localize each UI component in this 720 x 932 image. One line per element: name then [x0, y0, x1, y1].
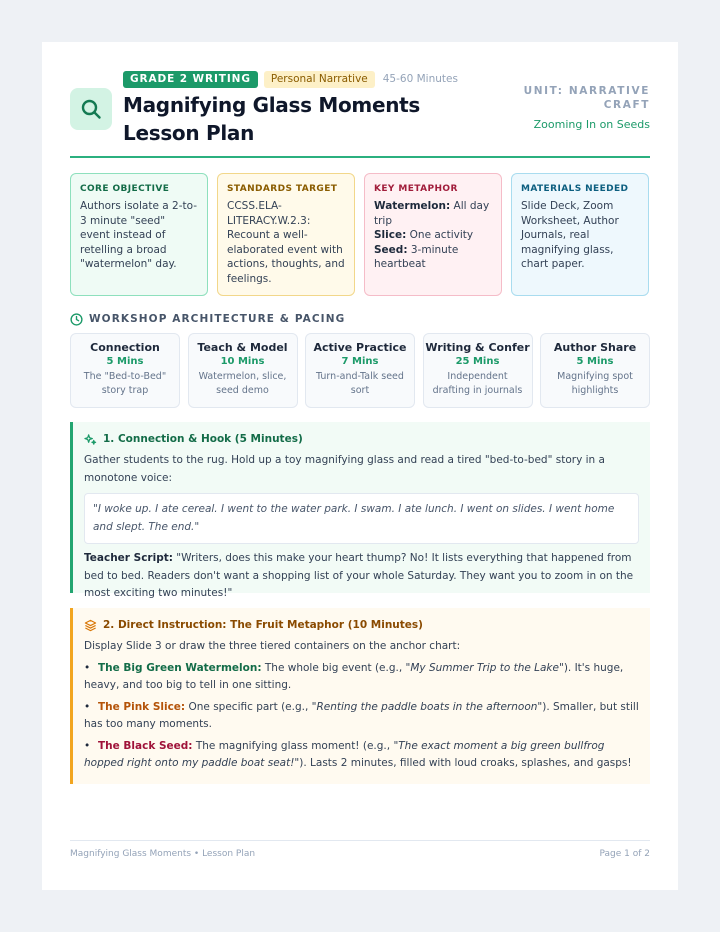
- layers-icon: [84, 619, 97, 632]
- item-text: ). It's huge, heavy, and too big to tell in one sitting.: [84, 661, 624, 691]
- metaphor-text: One activity: [409, 229, 474, 242]
- pacing-step-minutes: 7 Mins: [341, 356, 379, 367]
- item-text: ). Smaller, but still has too many moments.: [84, 700, 639, 730]
- card-heading: MATERIALS NEEDED: [521, 184, 629, 194]
- pacing-timeline: [70, 333, 650, 408]
- card-materials-needed: [511, 173, 649, 296]
- section-direct-instruction: [70, 608, 650, 784]
- item-example: "The exact moment a big green bullfrog hopped right onto my paddle boat seat!": [84, 739, 605, 769]
- genre-tag: Personal Narrative: [264, 71, 375, 88]
- page-content: [70, 70, 650, 784]
- metaphor-slice: [374, 228, 492, 243]
- page-header: [70, 70, 650, 158]
- section-title-text: 2. Direct Instruction: The Fruit Metaphor (10 Minutes): [103, 619, 423, 631]
- footer-title: Magnifying Glass Moments • Lesson Plan: [70, 849, 256, 859]
- list-item: • The Pink Slice: One specific part (e.g., "Renting the paddle boats in the afternoon"). Smaller, but still has too many moments.: [84, 700, 639, 730]
- unit-label: UNIT: NARRATIVE CRAFT: [523, 85, 650, 111]
- item-text: One specific part (e.g.,: [185, 700, 312, 713]
- metaphor-watermelon: [374, 199, 492, 228]
- teacher-script: [84, 550, 639, 603]
- page-title: Magnifying Glass Moments Lesson Plan: [123, 93, 421, 145]
- card-core-objective: [70, 173, 208, 296]
- metaphor-label: Seed:: [374, 243, 408, 256]
- grade-tag: GRADE 2 WRITING: [123, 71, 258, 88]
- pacing-step-title: Writing & Confer: [425, 341, 530, 354]
- card-key-metaphor: [364, 173, 502, 296]
- item-label: The Black Seed:: [98, 739, 193, 752]
- pacing-step-minutes: 25 Mins: [455, 356, 500, 367]
- pacing-section-header: [70, 311, 650, 327]
- section-title: [84, 618, 639, 632]
- unit-subtitle: Zooming In on Seeds: [533, 118, 650, 131]
- card-heading: STANDARDS TARGET: [227, 184, 338, 194]
- item-text: The magnifying glass moment! (e.g.,: [192, 739, 394, 752]
- card-text: Slide Deck, Zoom Worksheet, Author Journals, real magnifying glass, chart paper.: [521, 200, 619, 271]
- section-intro: Display Slide 3 or draw the three tiered containers on the anchor chart:: [84, 640, 461, 652]
- pacing-step: [188, 333, 298, 408]
- pacing-step: [423, 333, 533, 408]
- pacing-step-minutes: 5 Mins: [106, 356, 144, 367]
- pacing-step-minutes: 10 Mins: [220, 356, 265, 367]
- metaphor-text: All day trip: [374, 200, 490, 227]
- list-item: • The Big Green Watermelon: The whole big event (e.g., "My Summer Trip to the Lake"). It's huge, heavy, and too big to tell in one sitting.: [84, 661, 624, 691]
- page-number: Page 1 of 2: [599, 849, 650, 859]
- pacing-step-title: Active Practice: [313, 341, 407, 354]
- lesson-plan-page: [42, 42, 678, 890]
- item-example: "My Summer Trip to the Lake": [405, 661, 564, 674]
- fruit-metaphor-list: [84, 660, 639, 773]
- item-label: The Pink Slice:: [98, 700, 186, 713]
- header-tags: [123, 70, 483, 88]
- section-connection-hook: [70, 422, 650, 599]
- page-footer: [70, 840, 650, 859]
- summary-cards: [70, 173, 650, 296]
- teacher-script-text: "Writers, does this make your heart thump? No! It lists everything that happened from bed to bed. Readers don't want a shopping list of your whole Saturday. They want you to zoom in on the most exciting two minutes!": [84, 552, 634, 599]
- metaphor-label: Watermelon:: [374, 200, 451, 212]
- pacing-step-desc: Independent drafting in journals: [432, 371, 523, 396]
- item-text: The whole big event (e.g.,: [261, 661, 406, 674]
- header-main: [123, 70, 483, 147]
- pacing-step-desc: The "Bed-to-Bed" story trap: [83, 371, 167, 396]
- pacing-step-title: Teach & Model: [197, 341, 288, 354]
- pacing-step-desc: Watermelon, slice, seed demo: [198, 371, 287, 396]
- duration-label: 45-60 Minutes: [382, 73, 458, 85]
- card-standards-target: [217, 173, 355, 296]
- card-heading: KEY METAPHOR: [374, 184, 458, 194]
- item-example: "Renting the paddle boats in the afternoon": [311, 700, 543, 713]
- pacing-step-title: Connection: [90, 341, 160, 354]
- clock-icon: [70, 313, 83, 326]
- metaphor-seed: [374, 243, 492, 272]
- pacing-step-desc: Turn-and-Talk seed sort: [316, 371, 404, 396]
- section-title-text: 1. Connection & Hook (5 Minutes): [103, 433, 303, 445]
- pacing-section-title: WORKSHOP ARCHITECTURE & PACING: [89, 313, 346, 325]
- item-label: The Big Green Watermelon:: [98, 661, 262, 674]
- pacing-step: [305, 333, 415, 408]
- teacher-script-label: Teacher Script:: [84, 552, 173, 564]
- pacing-step-desc: Magnifying spot highlights: [557, 371, 633, 396]
- pacing-step-title: Author Share: [553, 341, 637, 354]
- pacing-step: [70, 333, 180, 408]
- card-text: CCSS.ELA-LITERACY.W.2.3: Recount a well-elaborated event with actions, thoughts, and feelings.: [227, 200, 345, 285]
- section-intro: Gather students to the rug. Hold up a toy magnifying glass and read a tired "bed-to-bed" story in a monotone voice:: [84, 454, 605, 484]
- item-text: ). Lasts 2 minutes, filled with loud croaks, splashes, and gasps!: [299, 757, 632, 769]
- metaphor-label: Slice:: [374, 229, 407, 242]
- pacing-step-minutes: 5 Mins: [576, 356, 614, 367]
- card-text: Authors isolate a 2-to-3 minute "seed" event instead of retelling a broad "watermelon" day.: [80, 200, 198, 271]
- sparkle-icon: [84, 433, 97, 446]
- list-item: • The Black Seed: The magnifying glass moment! (e.g., "The exact moment a big green bullfrog hopped right onto my paddle boat seat!"). Lasts 2 minutes, filled with loud croaks, splashes, and gasps!: [84, 739, 632, 769]
- magnifying-glass-icon: [70, 88, 112, 130]
- unit-info: [500, 84, 650, 131]
- card-heading: CORE OBJECTIVE: [80, 184, 170, 194]
- pacing-step: [540, 333, 650, 408]
- section-title: [84, 432, 639, 446]
- example-quote: "I woke up. I ate cereal. I went to the water park. I swam. I ate lunch. I went on slides. I went home and slept. The end.": [84, 493, 639, 544]
- metaphor-text: 3-minute heartbeat: [374, 243, 459, 271]
